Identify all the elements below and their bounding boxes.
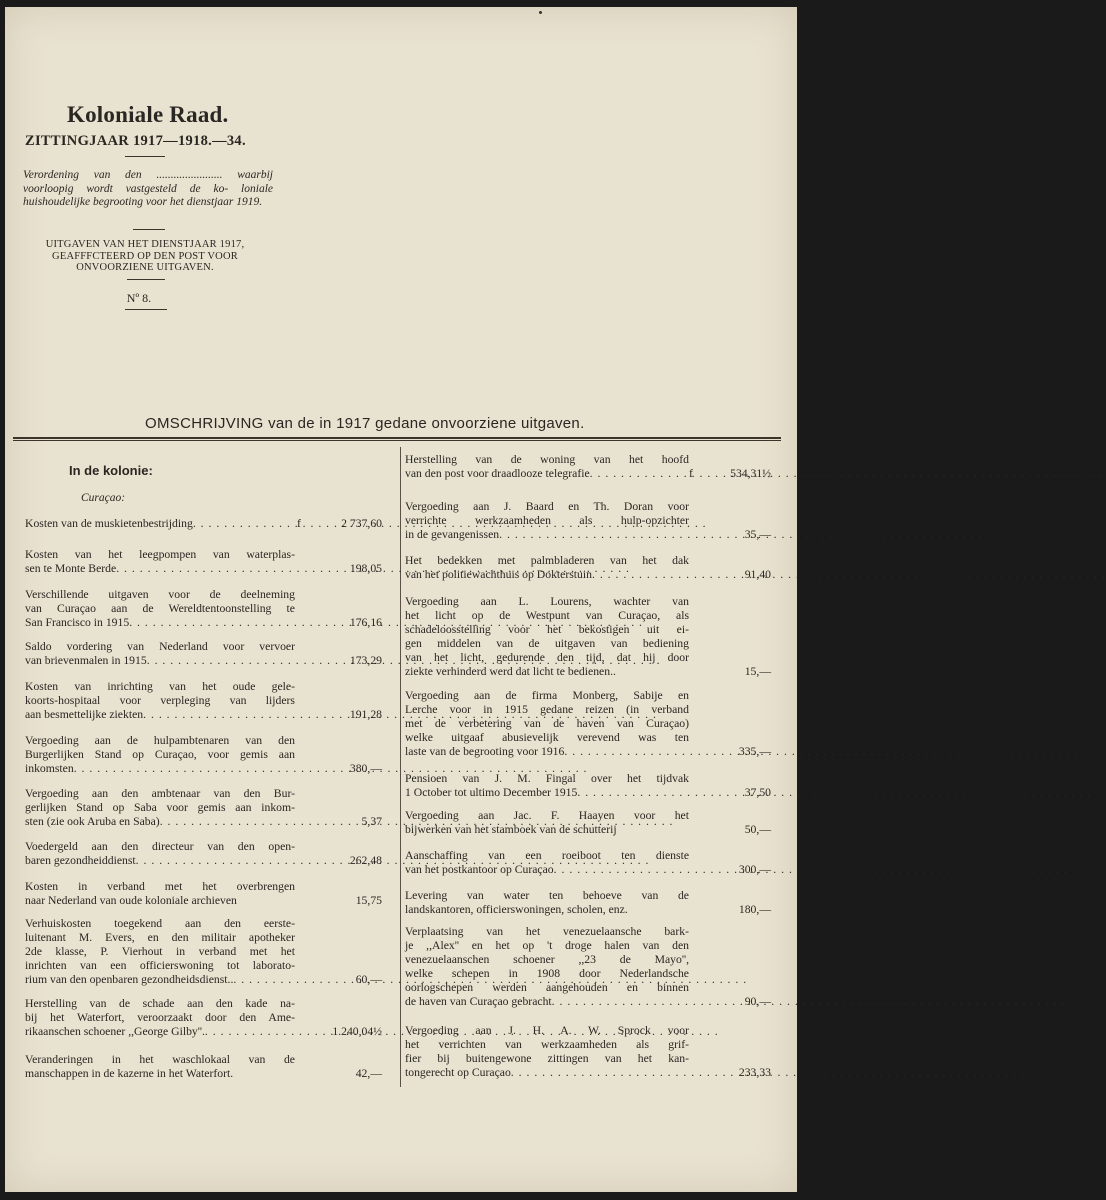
entry-last-line [25,708,295,722]
entry-description: naar Nederland van oude koloniale archieven [25,894,237,907]
entry-line: Vergoeding aan de hulpambtenaren van den [25,734,295,747]
list-item [25,588,295,630]
list-item [405,1024,689,1080]
entry-line: Levering van water ten behoeve van de [405,889,689,902]
entry-description: ziekte verhinderd werd dat licht te bedienen.. [405,665,616,678]
entry-line: Herstelling van de woning van het hoofd [405,453,689,466]
entry-line: Het bedekken met palmbladeren van het dak [405,554,689,567]
entry-line: Vergoeding aan J. H. A. W. Sprock voor [405,1024,689,1037]
entry-line: Verplaatsing van het venezuelaansche bark- [405,925,689,938]
amount: 262,48 [349,854,382,867]
amount: 173,29 [349,654,382,667]
list-item [405,554,689,582]
leader-dots [554,863,1068,877]
entry-line: Verschillende uitgaven voor de deelneming [25,588,295,601]
page-title: Koloniale Raad. [67,102,229,127]
currency-symbol: f [297,517,301,530]
entry-description: sten (zie ook Aruba en Saba) [25,815,160,828]
entry-description: de haven van Curaçao gebracht [405,995,552,1008]
entry-description: van den post voor draadlooze telegrafie [405,467,590,480]
session-line: ZITTINGJAAR 1917—1918.—34. [25,133,246,149]
entry-last-line [405,745,689,759]
list-item [25,787,295,829]
entry-description: rium van den openbaren gezondheidsdienst.. [25,973,234,986]
entry-description: van het postkantoor op Curaçao [405,863,554,876]
entry-last-line [25,762,295,776]
entry-line: oorlogschepen werden aangehouden en binnen [405,981,689,994]
amount: 534,31½ [730,467,771,480]
entry-description: rikaanschen schoener ,,George Gilby''. [25,1025,205,1038]
list-item [25,517,295,531]
leader-dots [552,995,1066,1009]
divider [125,309,167,310]
entry-line: fier bij buitengewone zittingen van het kan- [405,1052,689,1065]
amount: 191,28 [349,708,382,721]
entry-line: Herstelling van de schade aan den kade na- [25,997,295,1010]
divider [125,156,165,157]
entry-line: Verhuiskosten toegekend aan den eerste- [25,917,295,930]
entry-last-line [405,1066,689,1080]
entry-last-line [25,1067,295,1081]
entry-line: met de verbetering van de haven van Curaçao) [405,717,689,730]
double-rule [13,437,781,441]
entry-line: Saldo vordering van Nederland voor vervoer [25,640,295,653]
amount: 50,— [744,823,771,836]
entry-line: van Curaçao aan de Wereldtentoonstelling te [25,602,295,615]
entry-last-line [405,823,689,837]
entry-line: Kosten van het leegpompen van waterplas- [25,548,295,561]
entry-line: Vergoeding aan J. Baard en Th. Doran voor [405,500,689,513]
entry-description: van brievenmalen in 1915 [25,654,147,667]
intro-text: Verordening van den ....................... waarbij voorloopig wordt vastgesteld de ko- loniale huishoudelijke begrooting voor het dienstjaar 1919. [23,169,273,208]
entry-description: landskantoren, officierswoningen, scholen, enz. [405,903,628,916]
list-item [405,772,689,800]
entry-line: bij het Waterfort, veroorzaakt door den Ame- [25,1011,295,1024]
entry-description: manschappen in de kazerne in het Waterfort. [25,1067,234,1080]
entry-line: Vergoeding aan L. Lourens, wachter van [405,595,689,608]
entry-last-line [405,665,689,679]
entry-line: koorts-hospitaal voor verpleging van lijders [25,694,295,707]
expense-heading: UITGAVEN VAN HET DIENSTJAAR 1917, GEAFFFCTEERD OP DEN POST VOOR ONVOORZIENE UITGAVEN. [45,239,245,273]
list-item [405,689,689,759]
entry-line: gen middelen van de uitgaven van bediening [405,637,689,650]
entry-line: het licht op de Westpunt van Curaçao, als [405,609,689,622]
entry-last-line [405,995,689,1009]
entry-line: Aanschaffing van een roeiboot ten dienste [405,849,689,862]
entry-line: je ,,Alex'' en het op 't droge halen van den [405,939,689,952]
entry-description: sen te Monte Berde [25,562,117,575]
entry-line: Pensioen van J. M. Fingal over het tijdvak [405,772,689,785]
amount: 300,— [738,863,771,876]
table-heading: OMSCHRIJVING van de in 1917 gedane onvoorziene uitgaven. [145,415,585,432]
list-item [25,880,295,908]
document-number: Nº 8. [126,291,152,305]
leader-dots [577,786,1091,800]
list-item [405,889,689,917]
entry-last-line [25,616,295,630]
entry-line: luitenant M. Evers, en den militair apotheker [25,931,295,944]
entry-last-line [405,903,689,917]
entry-line: Burgerlijken Stand op Curaçao, voor gemis aan [25,748,295,761]
amount: 15,— [744,665,771,678]
entry-last-line [405,863,689,877]
entry-line: inrichten van een officierswoning tot laborato- [25,959,295,972]
entry-last-line [405,528,689,542]
entry-description: bijwerken van het stamboek van de schutterij [405,823,617,836]
list-item [25,917,295,987]
entry-line: venezuelaanschen schoener ,,23 de Mayo'', [405,953,689,966]
entry-description: in de gevangenissen [405,528,500,541]
entry-last-line [405,467,689,481]
entry-last-line [25,654,295,668]
amount: 91,40 [744,568,771,581]
subsection-heading: Curaçao: [81,492,126,504]
list-item [25,840,295,868]
entry-last-line [25,894,295,908]
entry-description: laste van de begrooting voor 1916 [405,745,565,758]
entry-description: 1 October tot ultimo December 1915 [405,786,578,799]
list-item [25,680,295,722]
amount: 5,37 [361,815,382,828]
entry-line: van het licht, gedurende den tijd, dat hij door [405,651,689,664]
currency-symbol: f [689,467,693,480]
list-item [25,1053,295,1081]
entry-line: Voedergeld aan den directeur van den open- [25,840,295,853]
entry-line: verrichte werkzaamheden als hulp-opzichter [405,514,689,527]
list-item [405,453,689,481]
page [5,7,797,1192]
entry-line: 2de klasse, P. Vierhout in verband met het [25,945,295,958]
leader-dots [564,745,1078,759]
entry-line: Lerche voor in 1915 gedane reizen (in verband [405,703,689,716]
entry-last-line [25,517,295,531]
entry-last-line [25,1025,295,1039]
amount: 90,— [744,995,771,1008]
entry-last-line [25,973,295,987]
entry-description: tongerecht op Curaçao [405,1066,511,1079]
list-item [25,734,295,776]
amount: 198,05 [349,562,382,575]
amount: 233,33 [738,1066,771,1079]
entry-last-line [405,568,689,582]
list-item [405,500,689,542]
entry-line: Vergoeding aan de firma Monberg, Sabije en [405,689,689,702]
entry-description: San Francisco in 1915 [25,616,130,629]
divider [133,229,165,230]
amount: 380,— [349,762,382,775]
amount: 176,16 [349,616,382,629]
entry-description: van het politiewachthuis op Dokterstuin [405,568,592,581]
amount: 180,— [738,903,771,916]
amount: 60,— [355,973,382,986]
divider [127,279,165,280]
entry-line: het verrichten van werkzaamheden als grif- [405,1038,689,1051]
amount: 35,— [744,528,771,541]
amount: 15,75 [355,894,382,907]
list-item [405,925,689,1009]
section-heading: In de kolonie: [69,463,153,478]
entry-last-line [25,854,295,868]
entry-line: Veranderingen in het waschlokaal van de [25,1053,295,1066]
list-item [405,849,689,877]
amount: 2 737,60 [341,517,382,530]
amount: 335,— [738,745,771,758]
entry-last-line [405,786,689,800]
entry-description: Kosten van de muskietenbestrijding [25,517,193,530]
entry-description: baren gezondheiddienst [25,854,136,867]
amount: 37,50 [744,786,771,799]
entry-line: Vergoeding aan Jac. F. Haayen voor het [405,809,689,822]
entry-last-line [25,562,295,576]
entry-last-line [25,815,295,829]
list-item [405,595,689,679]
entry-description: aan besmettelijke ziekten [25,708,144,721]
entry-line: Vergoeding aan den ambtenaar van den Bur- [25,787,295,800]
entry-line: schadeloosstelling voor het bekostigen uit ei- [405,623,689,636]
leader-dots [590,467,1104,481]
amount: 1 240,04½ [332,1025,382,1038]
amount: 42,— [355,1067,382,1080]
leader-dots [592,568,1106,582]
list-item [25,640,295,668]
entry-line: Kosten in verband met het overbrengen [25,880,295,893]
list-item [25,997,295,1039]
entry-description: inkomsten [25,762,74,775]
entry-line: welke uitgaaf abusievelijk verevend was ten [405,731,689,744]
list-item [405,809,689,837]
entry-line: gerlijken Stand op Saba voor gemis aan inkom- [25,801,295,814]
print-speck [539,11,542,14]
list-item [25,548,295,576]
entry-line: Kosten van inrichting van het oude gele- [25,680,295,693]
entry-line: welke schepen in 1908 door Nederlandsche [405,967,689,980]
